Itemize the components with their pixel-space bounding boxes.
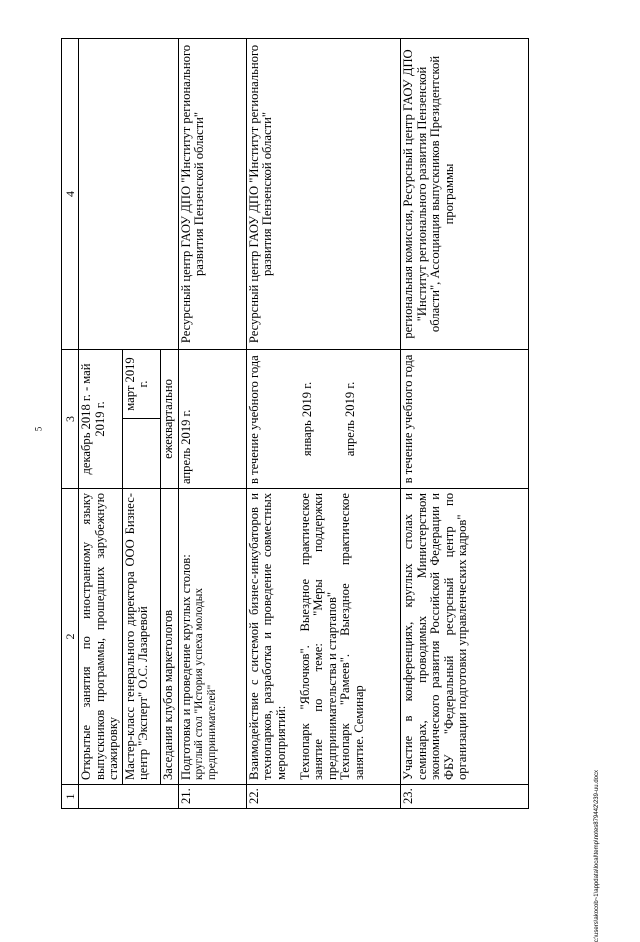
page-number: 5 xyxy=(33,426,44,432)
date-text: март 2019 г. xyxy=(122,350,160,419)
date-spacer-cell xyxy=(122,419,160,489)
date-text: ежеквартально xyxy=(160,350,178,489)
rotated-table-container xyxy=(61,39,529,809)
table-header-row xyxy=(62,39,79,809)
row-number: 23. xyxy=(400,785,528,809)
header-col-3: 3 xyxy=(62,350,79,489)
row-number: 21. xyxy=(178,785,246,809)
table-row-21 xyxy=(178,39,246,809)
date-text: декабрь 2018 г. - май 2019 г. xyxy=(79,350,123,489)
table-row-22 xyxy=(246,39,400,809)
event-subtext: круглый стол "История успеха молодых предпринимателей" xyxy=(193,588,218,780)
table-row-a1 xyxy=(79,39,123,809)
table-row-23 xyxy=(400,39,528,809)
event-cell xyxy=(246,489,400,785)
date-text: апрель 2019 г. xyxy=(178,350,246,489)
event-text: Подготовка и проведение круглых столов: xyxy=(178,554,193,780)
date-cell xyxy=(246,350,400,489)
event-text: Мастер-класс генерального директора ООО Бизнес-центр "Эксперт" О.С. Лазаревой xyxy=(122,489,160,785)
organizer-text: региональная комиссия, Ресурсный центр ГАОУ ДПО "Институт регионального развития Пензенской области", Ассоциация выпускников Президентской программы xyxy=(400,39,528,350)
event-text: Технопарк "Рамеев". Выездное практическое занятие. Семинар xyxy=(338,493,366,780)
footer-file-path-text: c:\users\akocob~1\appdata\local\temp\notes879442\239-uu.docx xyxy=(594,770,600,942)
header-col-1: 1 xyxy=(62,785,79,809)
header-col-4: 4 xyxy=(62,39,79,350)
event-text: Открытые занятия по иностранному языку выпускников программы, прошедших зарубежную стажировку xyxy=(79,489,123,785)
date-text: апрель 2019 г. xyxy=(343,381,358,457)
date-text: в течение учебного года xyxy=(246,355,261,484)
organizer-cell-empty xyxy=(79,39,179,350)
organizer-text: Ресурсный центр ГАОУ ДПО "Институт регионального развития Пензенской области" xyxy=(246,39,400,350)
event-text: Технопарк "Яблочков". Выездное практическое занятие по теме: "Меры поддержки предпринимательства и стартапов" xyxy=(297,493,339,780)
event-text: Заседания клубов маркетологов xyxy=(160,489,178,785)
header-col-2: 2 xyxy=(62,489,79,785)
date-text: в течение учебного года xyxy=(400,350,528,489)
event-text: Взаимодействие с системой бизнес-инкубаторов и технопарков, разработка и проведение совместных мероприятий: xyxy=(246,493,289,780)
events-table xyxy=(61,38,529,809)
event-cell xyxy=(178,489,246,785)
event-text: Участие в конференциях, круглых столах и семинарах, проводимых Министерством экономического развития Российской Федерации и ФБУ "Федеральный ресурсный центр по организации подготовки управленческих кадров" xyxy=(400,489,528,785)
row-number: 22. xyxy=(246,785,400,809)
number-cell-empty xyxy=(79,785,179,809)
date-text: январь 2019 г. xyxy=(300,381,315,457)
organizer-text: Ресурсный центр ГАОУ ДПО "Институт регионального развития Пензенской области" xyxy=(178,39,246,350)
